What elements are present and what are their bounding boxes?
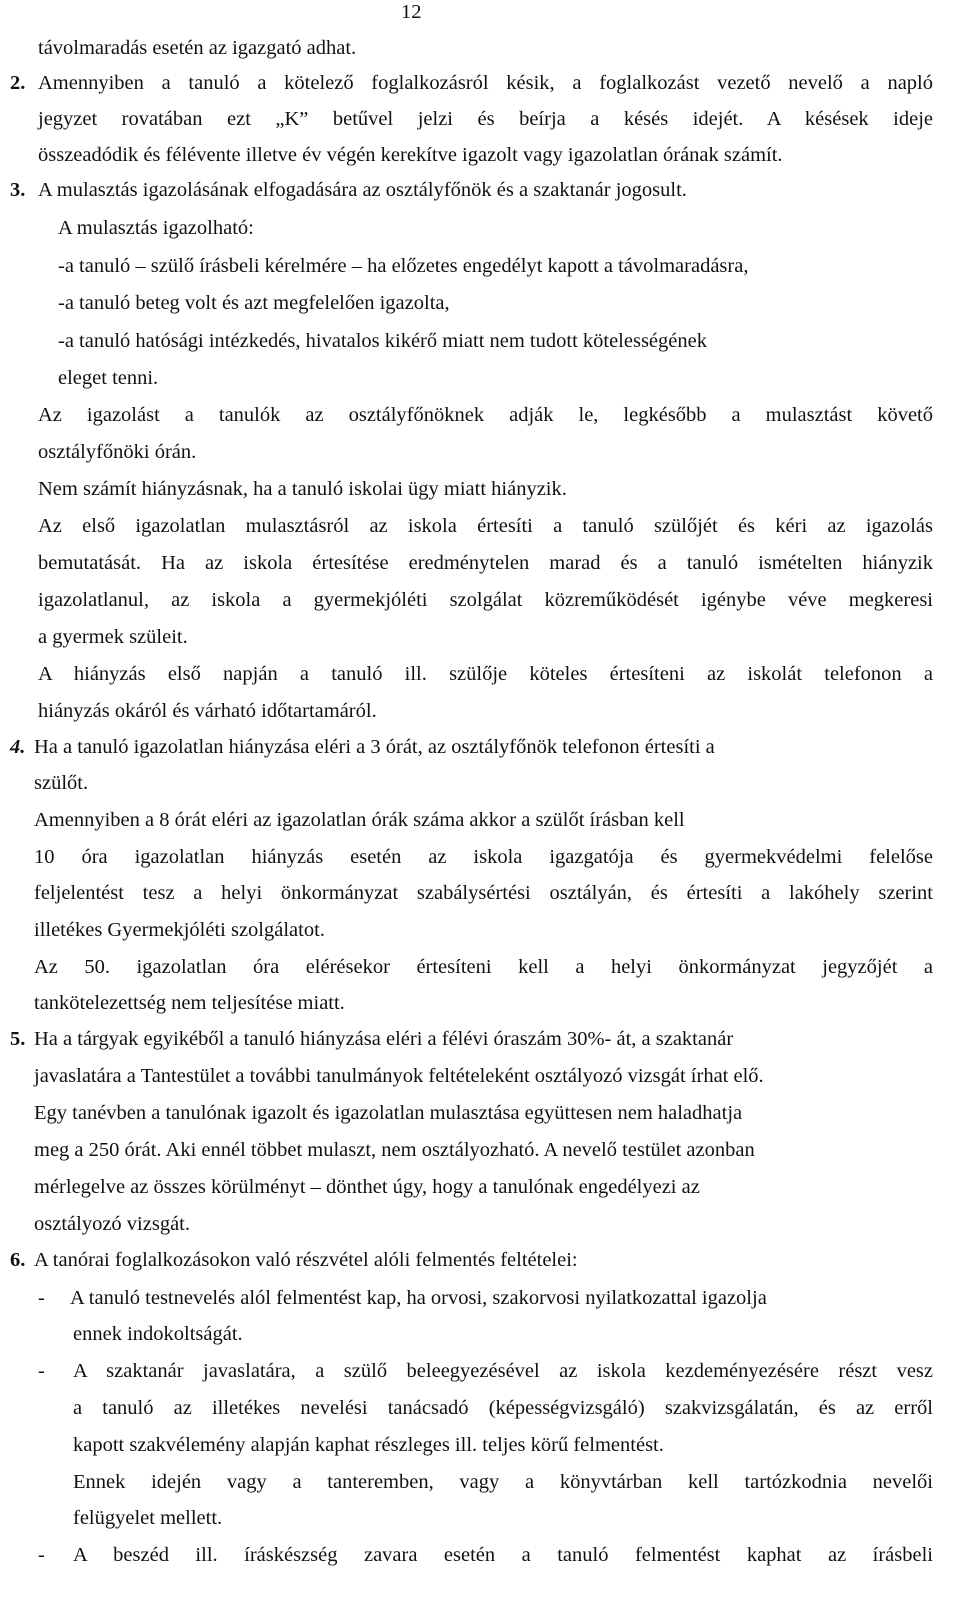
text-line: Ha a tanuló igazolatlan hiányzása eléri a 3 órát, az osztályfőnök telefonon értesíti a	[34, 736, 715, 758]
text-line: Amennyiben a 8 órát eléri az igazolatlan órák száma akkor a szülőt írásban kell	[34, 809, 685, 831]
text-line: Az első igazolatlan mulasztásról az iskola értesíti a tanuló szülőjét és kéri az igazolás	[38, 515, 933, 537]
text-line: Amennyiben a tanuló a kötelező foglalkozásról késik, a foglalkozást vezető nevelő a napló	[38, 72, 933, 94]
text-line: felügyelet mellett.	[73, 1507, 223, 1529]
text-line: A mulasztás igazolható:	[58, 217, 254, 239]
text-line: tankötelezettség nem teljesítése miatt.	[34, 992, 345, 1014]
text-line: osztályozó vizsgát.	[34, 1213, 190, 1235]
section-number: 2.	[10, 72, 26, 94]
text-line: illetékes Gyermekjóléti szolgálatot.	[34, 919, 325, 941]
text-line: meg a 250 órát. Aki ennél többet mulaszt, nem osztályozható. A nevelő testület azonban	[34, 1139, 755, 1161]
text-line: javaslatára a Tantestület a további tanulmányok feltételeként osztályozó vizsgát írhat elő.	[34, 1065, 764, 1087]
text-line: feljelentést tesz a helyi önkormányzat szabálysértési osztályán, és értesíti a lakóhely szerint	[34, 882, 933, 904]
text-line: 10 óra igazolatlan hiányzás esetén az iskola igazgatója és gyermekvédelmi felelőse	[34, 846, 933, 868]
text-line: Ha a tárgyak egyikéből a tanuló hiányzása eléri a félévi óraszám 30%- át, a szaktanár	[34, 1028, 734, 1050]
text-line: A tanórai foglalkozásokon való részvétel alóli felmentés feltételei:	[34, 1249, 578, 1271]
text-line: A mulasztás igazolásának elfogadására az osztályfőnök és a szaktanár jogosult.	[38, 179, 687, 201]
text-line: Az igazolást a tanulók az osztályfőnöknek adják le, legkésőbb a mulasztást követő	[38, 404, 933, 426]
text-line: A szaktanár javaslatára, a szülő beleegyezésével az iskola kezdeményezésére részt vesz	[73, 1360, 933, 1382]
text-line: -a tanuló – szülő írásbeli kérelmére – ha előzetes engedélyt kapott a távolmaradásra,	[58, 255, 749, 277]
text-line: kapott szakvélemény alapján kaphat részleges ill. teljes körű felmentést.	[73, 1434, 664, 1456]
text-line: A tanuló testnevelés alól felmentést kap, ha orvosi, szakorvosi nyilatkozattal igazolja	[70, 1287, 767, 1309]
text-line: A beszéd ill. íráskészség zavara esetén a tanuló felmentést kaphat az írásbeli	[73, 1544, 933, 1566]
text-line: bemutatását. Ha az iskola értesítése eredménytelen marad és a tanuló ismételten hiányzik	[38, 552, 933, 574]
text-line: Ennek idején vagy a tanteremben, vagy a könyvtárban kell tartózkodnia nevelői	[73, 1471, 933, 1493]
text-line: -a tanuló hatósági intézkedés, hivatalos kikérő miatt nem tudott kötelességének	[58, 330, 707, 352]
text-line: Az 50. igazolatlan óra elérésekor értesíteni kell a helyi önkormányzat jegyzőjét a	[34, 956, 933, 978]
text-line: igazolatlanul, az iskola a gyermekjóléti szolgálat közreműködését igénybe véve megkeresi	[38, 589, 933, 611]
text-line: a gyermek szüleit.	[38, 626, 188, 648]
text-line: a tanuló az illetékes nevelési tanácsadó (képességvizsgáló) szakvizsgálatán, és az erről	[73, 1397, 933, 1419]
section-number: 6.	[10, 1249, 26, 1271]
text-line: összeadódik és félévente illetve év végén kerekítve igazolt vagy igazolatlan órának számít.	[38, 144, 783, 166]
list-dash: -	[38, 1544, 45, 1566]
section-number: 3.	[10, 179, 26, 201]
text-line: Egy tanévben a tanulónak igazolt és igazolatlan mulasztása együttesen nem haladhatja	[34, 1102, 743, 1124]
text-line: szülőt.	[34, 772, 89, 794]
text-line: eleget tenni.	[58, 367, 159, 389]
text-line: Nem számít hiányzásnak, ha a tanuló iskolai ügy miatt hiányzik.	[38, 478, 567, 500]
text-line: jegyzet rovatában ezt „K” betűvel jelzi és beírja a késés idejét. A késések ideje	[38, 108, 933, 130]
text-line: ennek indokoltságát.	[73, 1323, 243, 1345]
section-number: 4.	[10, 736, 26, 758]
page-number: 12	[401, 1, 422, 23]
text-line: hiányzás okáról és várható időtartamáról.	[38, 700, 377, 722]
text-line: -a tanuló beteg volt és azt megfelelően igazolta,	[58, 292, 450, 314]
text-line: mérlegelve az összes körülményt – dönthet úgy, hogy a tanulónak engedélyezi az	[34, 1176, 700, 1198]
section-number: 5.	[10, 1028, 26, 1050]
text-line: A hiányzás első napján a tanuló ill. szülője köteles értesíteni az iskolát telefonon a	[38, 663, 933, 685]
list-dash: -	[38, 1287, 45, 1309]
text-line: távolmaradás esetén az igazgató adhat.	[38, 37, 357, 59]
list-dash: -	[38, 1360, 45, 1382]
text-line: osztályfőnöki órán.	[38, 441, 197, 463]
